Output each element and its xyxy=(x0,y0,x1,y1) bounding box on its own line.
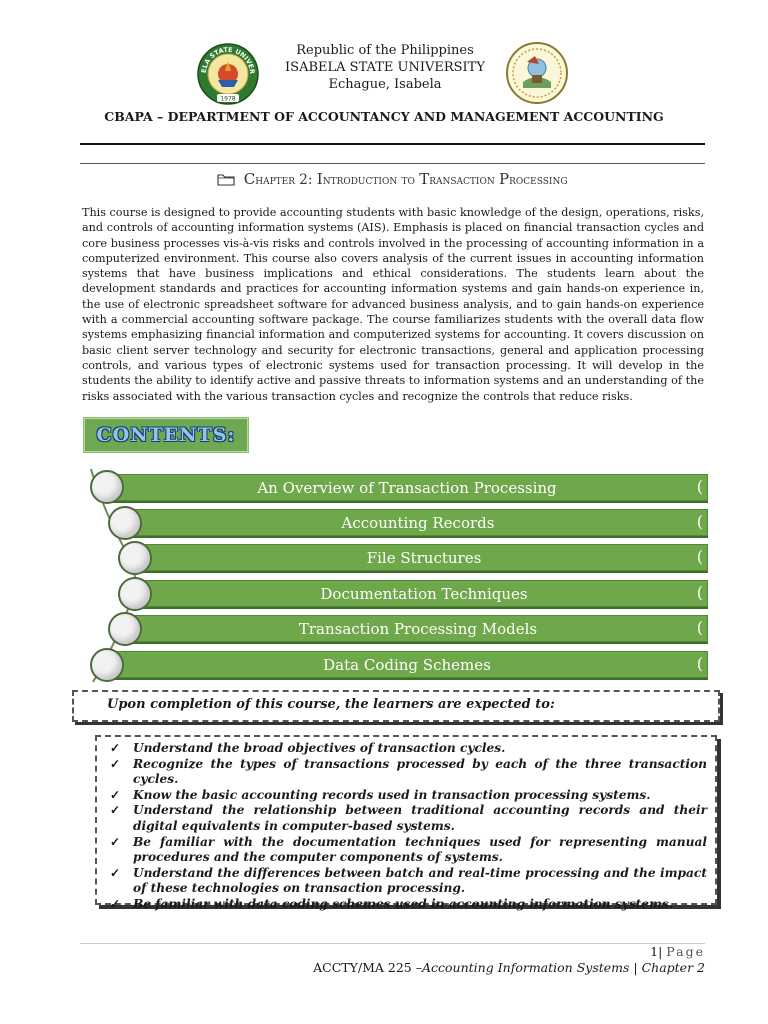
university-name: ISABELA STATE UNIVERSITY xyxy=(285,60,485,75)
contents-item[interactable] xyxy=(128,509,708,536)
objective-text: Understand the relationship between traditional accounting records and their digital equivalents in computer-based systems. xyxy=(133,803,707,833)
contents-bullet-circle xyxy=(108,506,142,540)
chapter-title-rest-3: rocessing xyxy=(509,172,568,188)
seal-university-text: ELA STATE UNIVER xyxy=(199,45,257,75)
check-icon: ✓ xyxy=(110,865,121,880)
contents-badge-label: CONTENTS: xyxy=(96,424,236,446)
contents-bullet-circle xyxy=(108,612,142,646)
contents-bullet-circle xyxy=(118,541,152,575)
contents-item-tail: ( xyxy=(696,618,703,637)
objective-text: Be familiar with data coding schemes used in accounting information systems. xyxy=(133,896,674,911)
objectives-heading-box xyxy=(72,690,720,722)
check-icon: ✓ xyxy=(110,741,121,755)
objective-text: Understand the differences between batch and real-time processing and the impact of these technologies on transaction processing. xyxy=(133,865,707,896)
objective-item xyxy=(107,803,707,834)
contents-item-label: Accounting Records xyxy=(341,513,495,532)
page-number-separator: | xyxy=(658,944,663,959)
contents-bullet-circle xyxy=(118,577,152,611)
university-location: Echague, Isabela xyxy=(328,77,442,92)
contents-badge xyxy=(83,417,249,453)
objective-text: Be familiar with the documentation techniques used for representing manual procedures and the computer components of systems. xyxy=(133,834,707,865)
contents-item-label: File Structures xyxy=(366,548,482,567)
check-icon: ✓ xyxy=(110,834,121,849)
chapter-title xyxy=(80,170,705,190)
footer-chapter: Chapter 2 xyxy=(641,960,705,975)
course-description: This course is designed to provide accounting students with basic knowledge of the design, operations, risks, and controls of accounting information systems (AIS). Emphasis is placed on financial transaction cycles and core business processes vis-à-vis risks and controls involved in the processing of accounting information in a computerized environment. This course also covers analysis of the current issues in accounting information systems that have business implications and ethical considerations. The students learn about the development standards and practices for accounting information systems and gain hands-on experience in, the use of electronic spreadsheet software for advanced business analysis, and to gain hands-on experience with a commercial accounting software package. The course familiarizes students with the overall data flow systems emphasizing financial information and computerized systems for accounting. It covers discussion on basic client server technology and security for electronic transactions, general and application processing controls, and various types of electronic systems used for transaction processing. It will develop in the students the ability to identify active and passive threats to information systems and an understanding of the risks associated with the various transaction cycles and recognize the controls that reduce risks. xyxy=(82,206,704,403)
objectives-heading: Upon completion of this course, the learners are expected to: xyxy=(107,697,555,712)
objective-item xyxy=(107,741,707,757)
objective-item xyxy=(107,866,707,897)
contents-item-label: Data Coding Schemes xyxy=(323,655,491,674)
footer-course-code: ACCTY/MA 225 xyxy=(313,960,412,975)
objective-item xyxy=(107,788,707,804)
page-number-value: 1 xyxy=(650,944,659,959)
contents-item-label: Documentation Techniques xyxy=(320,584,528,603)
contents-item-tail: ( xyxy=(696,583,703,602)
isu-seal-logo xyxy=(197,43,259,105)
chapter-title-initial-1: I xyxy=(316,170,323,188)
chapter-title-initial-2: T xyxy=(419,170,430,188)
check-icon: ✓ xyxy=(110,803,121,818)
department-title: CBAPA – DEPARTMENT OF ACCOUNTANCY AND MANAGEMENT ACCOUNTING xyxy=(104,109,664,124)
chapter-prefix-initial: C xyxy=(243,170,256,188)
objective-text: Recognize the types of transactions processed by each of the three transaction cycles. xyxy=(133,756,707,787)
check-icon: ✓ xyxy=(110,787,121,802)
contents-item[interactable] xyxy=(106,651,708,678)
footer-course-title: Accounting Information Systems xyxy=(422,960,630,975)
chapter-prefix-rest: hapter 2: xyxy=(255,172,313,188)
course-footer xyxy=(240,960,705,975)
cbapa-seal-logo xyxy=(505,42,569,104)
contents-item-label: Transaction Processing Models xyxy=(298,619,538,638)
objectives-list xyxy=(107,741,707,913)
contents-item-tail: ( xyxy=(696,654,703,673)
contents-item-tail: ( xyxy=(696,547,703,566)
contents-item[interactable] xyxy=(128,615,708,642)
contents-item[interactable] xyxy=(140,544,708,571)
header-rule-bottom xyxy=(80,163,705,164)
contents-item[interactable] xyxy=(140,580,708,607)
contents-item-label: An Overview of Transaction Processing xyxy=(257,478,557,497)
page-label: Page xyxy=(666,944,705,959)
footer-dash: – xyxy=(411,960,422,975)
header-rule-top xyxy=(80,143,705,145)
contents-bullet-circle xyxy=(90,648,124,682)
chapter-title-initial-3: P xyxy=(499,170,510,188)
objective-item xyxy=(107,835,707,866)
objective-item xyxy=(107,757,707,788)
contents-item[interactable] xyxy=(106,474,708,501)
institution-header xyxy=(270,42,500,93)
footer-separator: | xyxy=(629,960,642,975)
check-icon: ✓ xyxy=(110,756,121,771)
page-number xyxy=(560,944,705,959)
folder-icon xyxy=(217,173,235,190)
republic-line: Republic of the Philippines xyxy=(296,43,474,58)
seal-year-text: 1978 xyxy=(220,95,236,103)
objective-text: Understand the broad objectives of transaction cycles. xyxy=(133,741,506,755)
check-icon: ✓ xyxy=(110,896,121,911)
objectives-box xyxy=(95,735,717,911)
contents-item-tail: ( xyxy=(696,512,703,531)
chapter-title-rest-1: ntroduction to xyxy=(322,172,420,188)
objective-item xyxy=(107,897,707,913)
contents-item-tail: ( xyxy=(696,477,703,496)
chapter-title-rest-2: ransaction xyxy=(429,172,500,188)
contents-list xyxy=(88,467,710,687)
objective-text: Know the basic accounting records used in transaction processing systems. xyxy=(133,787,651,802)
contents-bullet-circle xyxy=(90,470,124,504)
